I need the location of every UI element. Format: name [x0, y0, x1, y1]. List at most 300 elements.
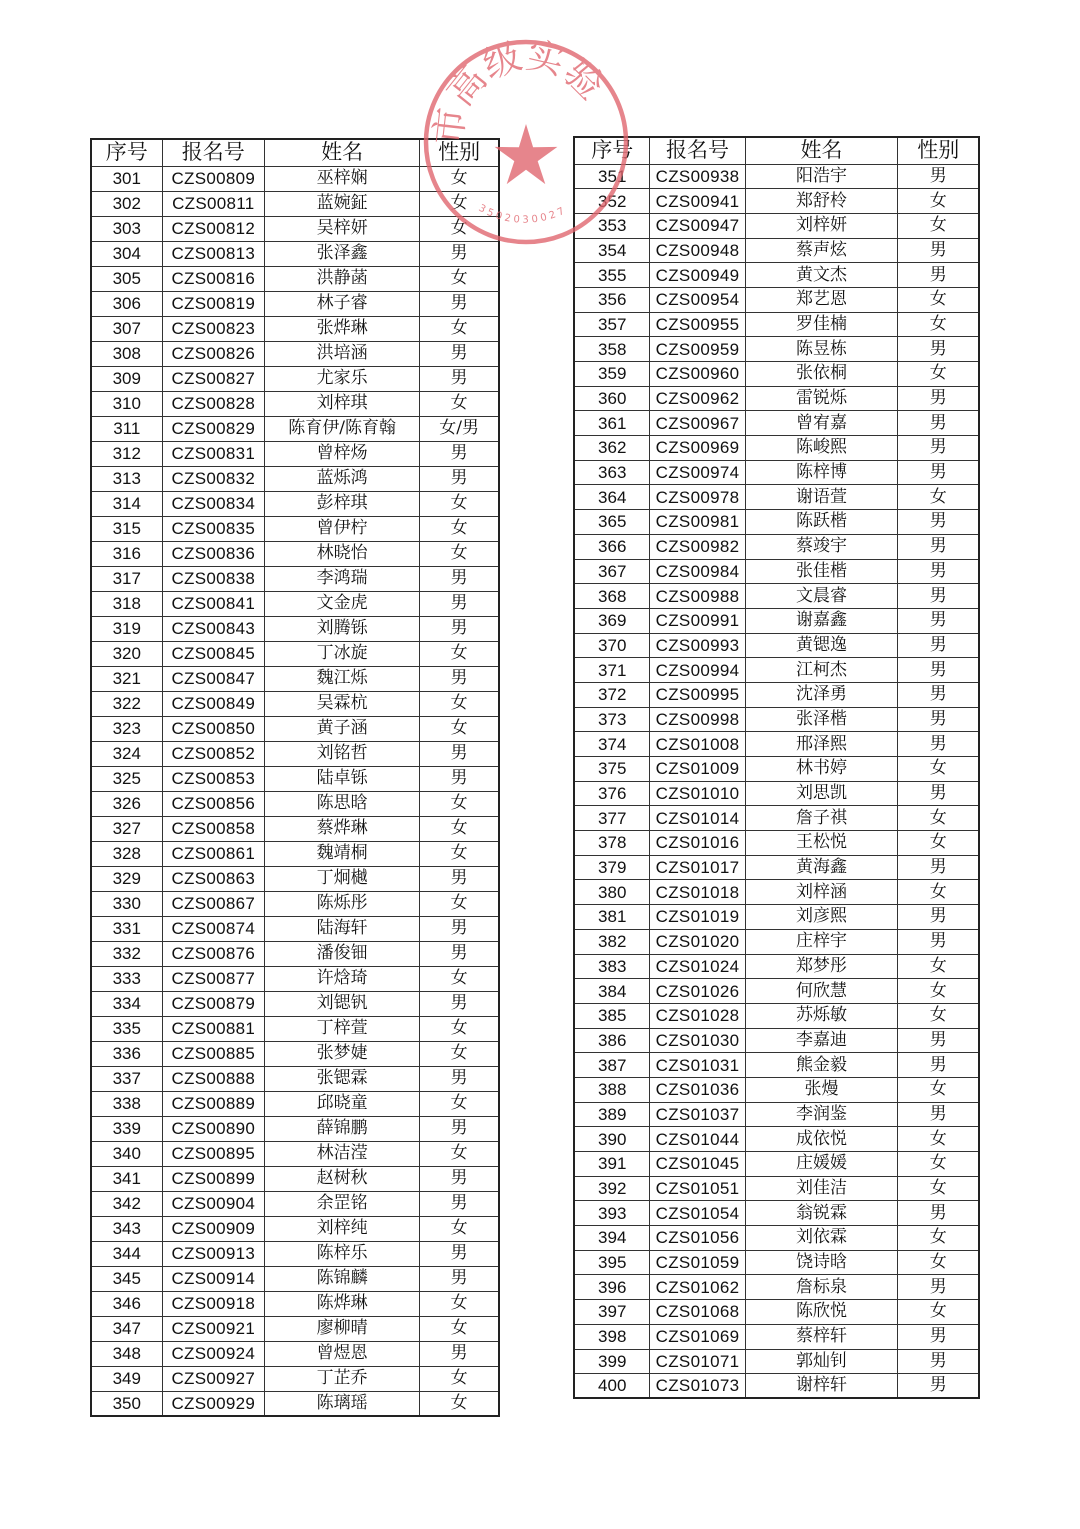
registration-number: CZS00863: [162, 866, 265, 891]
registration-number: CZS00947: [650, 213, 745, 238]
gender: 女: [420, 1141, 499, 1166]
table-row: [574, 411, 979, 436]
gender: 男: [420, 1241, 499, 1266]
registration-number: CZS00988: [650, 584, 745, 609]
student-name: 沈泽勇: [745, 682, 898, 707]
table-row: [91, 716, 499, 741]
row-number: 399: [574, 1349, 650, 1374]
table-row: [91, 341, 499, 366]
row-number: 393: [574, 1201, 650, 1226]
gender: 男: [898, 855, 979, 880]
registration-number: CZS00889: [162, 1091, 265, 1116]
row-number: 322: [91, 691, 162, 716]
row-number: 323: [91, 716, 162, 741]
registration-number: CZS00847: [162, 666, 265, 691]
roster-table-left: [90, 138, 500, 1417]
student-name: 熊金毅: [745, 1053, 898, 1078]
student-name: 吴霖杭: [265, 691, 420, 716]
student-name: 谢语萱: [745, 485, 898, 510]
table-row: [574, 1003, 979, 1028]
registration-number: CZS00948: [650, 238, 745, 263]
gender: 男: [898, 633, 979, 658]
row-number: 369: [574, 608, 650, 633]
student-name: 阳浩宇: [745, 164, 898, 189]
gender: 女: [898, 757, 979, 782]
gender: 女: [420, 1316, 499, 1341]
registration-number: CZS01008: [650, 732, 745, 757]
table-row: [91, 266, 499, 291]
student-name: 詹子祺: [745, 806, 898, 831]
table-row: [574, 287, 979, 312]
student-name: 刘梓涵: [745, 880, 898, 905]
registration-number: CZS01017: [650, 855, 745, 880]
row-number: 390: [574, 1127, 650, 1152]
table-row: [574, 164, 979, 189]
registration-number: CZS00850: [162, 716, 265, 741]
table-row: [574, 386, 979, 411]
gender: 男: [898, 1349, 979, 1374]
registration-number: CZS00909: [162, 1216, 265, 1241]
row-number: 392: [574, 1176, 650, 1201]
table-row: [91, 1116, 499, 1141]
table-row: [91, 1216, 499, 1241]
row-number: 342: [91, 1191, 162, 1216]
gender: 男: [898, 1053, 979, 1078]
table-row: [574, 189, 979, 214]
row-number: 372: [574, 682, 650, 707]
row-number: 358: [574, 337, 650, 362]
table-row: [574, 238, 979, 263]
student-name: 潘俊钿: [265, 941, 420, 966]
gender: 男: [898, 1324, 979, 1349]
table-row: [91, 866, 499, 891]
gender: 男: [420, 366, 499, 391]
table-row: [91, 1141, 499, 1166]
row-number: 375: [574, 757, 650, 782]
table-row: [574, 510, 979, 535]
row-number: 379: [574, 855, 650, 880]
row-number: 362: [574, 436, 650, 461]
student-name: 曾梓炀: [265, 441, 420, 466]
student-name: 林晓怡: [265, 541, 420, 566]
table-row: [91, 1366, 499, 1391]
registration-number: CZS01010: [650, 781, 745, 806]
gender: 女: [898, 1250, 979, 1275]
student-name: 黄文杰: [745, 263, 898, 288]
gender: 女: [420, 166, 499, 191]
student-name: 巫梓娴: [265, 166, 420, 191]
gender: 女: [420, 641, 499, 666]
row-number: 328: [91, 841, 162, 866]
student-name: 丁芷乔: [265, 1366, 420, 1391]
gender: 男: [420, 866, 499, 891]
table-row: [574, 806, 979, 831]
table-row: [91, 466, 499, 491]
table-row: [91, 541, 499, 566]
gender: 男: [420, 1191, 499, 1216]
registration-number: CZS00998: [650, 707, 745, 732]
row-number: 331: [91, 916, 162, 941]
student-name: 丁梓萱: [265, 1016, 420, 1041]
row-number: 387: [574, 1053, 650, 1078]
student-name: 江柯杰: [745, 658, 898, 683]
student-name: 庄媛媛: [745, 1152, 898, 1177]
gender: 男: [898, 534, 979, 559]
student-name: 邢泽熙: [745, 732, 898, 757]
row-number: 377: [574, 806, 650, 831]
registration-number: CZS00938: [650, 164, 745, 189]
registration-number: CZS00858: [162, 816, 265, 841]
registration-number: CZS01028: [650, 1003, 745, 1028]
student-name: 蔡梓轩: [745, 1324, 898, 1349]
table-row: [91, 1291, 499, 1316]
registration-number: CZS01071: [650, 1349, 745, 1374]
gender: 女: [420, 1016, 499, 1041]
gender: 女: [420, 816, 499, 841]
registration-number: CZS00816: [162, 266, 265, 291]
student-name: 郑舒柃: [745, 189, 898, 214]
row-number: 347: [91, 1316, 162, 1341]
student-name: 赵树秋: [265, 1166, 420, 1191]
table-row: [574, 534, 979, 559]
student-name: 尤家乐: [265, 366, 420, 391]
student-name: 陈跃楷: [745, 510, 898, 535]
gender: 女: [898, 287, 979, 312]
registration-number: CZS00981: [650, 510, 745, 535]
gender: 男: [898, 682, 979, 707]
gender: 男: [898, 263, 979, 288]
student-name: 张泽鑫: [265, 241, 420, 266]
gender: 女: [420, 791, 499, 816]
student-name: 曾煜恩: [265, 1341, 420, 1366]
registration-number: CZS01073: [650, 1374, 745, 1399]
student-name: 郭灿钊: [745, 1349, 898, 1374]
row-number: 305: [91, 266, 162, 291]
row-number: 398: [574, 1324, 650, 1349]
row-number: 319: [91, 616, 162, 641]
registration-number: CZS01031: [650, 1053, 745, 1078]
registration-number: CZS00879: [162, 991, 265, 1016]
registration-number: CZS00853: [162, 766, 265, 791]
registration-number: CZS00941: [650, 189, 745, 214]
gender: 男: [420, 566, 499, 591]
registration-number: CZS00828: [162, 391, 265, 416]
gender: 男: [898, 658, 979, 683]
registration-number: CZS01037: [650, 1102, 745, 1127]
roster-body-right: [574, 164, 979, 1398]
registration-number: CZS00967: [650, 411, 745, 436]
table-row: [574, 905, 979, 930]
table-row: [574, 1250, 979, 1275]
row-number: 317: [91, 566, 162, 591]
table-row: [574, 263, 979, 288]
student-name: 郑梦彤: [745, 954, 898, 979]
table-row: [91, 1391, 499, 1416]
gender: 男: [420, 591, 499, 616]
table-row: [91, 1341, 499, 1366]
student-name: 魏靖桐: [265, 841, 420, 866]
row-number: 310: [91, 391, 162, 416]
student-name: 蔡竣宇: [745, 534, 898, 559]
registration-number: CZS01020: [650, 929, 745, 954]
header-gender: 性别: [420, 139, 499, 166]
student-name: 刘佳洁: [745, 1176, 898, 1201]
gender: 男: [898, 460, 979, 485]
gender: 女: [898, 1300, 979, 1325]
row-number: 352: [574, 189, 650, 214]
gender: 男: [898, 1102, 979, 1127]
gender: 男: [898, 1374, 979, 1399]
student-name: 刘梓妍: [745, 213, 898, 238]
table-row: [574, 1102, 979, 1127]
student-name: 曾伊柠: [265, 516, 420, 541]
row-number: 338: [91, 1091, 162, 1116]
gender: 男: [898, 584, 979, 609]
table-row: [91, 916, 499, 941]
student-name: 薛锦鹏: [265, 1116, 420, 1141]
header-gender: 性别: [898, 137, 979, 164]
row-number: 376: [574, 781, 650, 806]
row-number: 312: [91, 441, 162, 466]
gender: 女: [898, 979, 979, 1004]
registration-number: CZS00993: [650, 633, 745, 658]
table-row: [574, 707, 979, 732]
registration-number: CZS00819: [162, 291, 265, 316]
row-number: 370: [574, 633, 650, 658]
student-name: 张烨琳: [265, 316, 420, 341]
gender: 女: [420, 1366, 499, 1391]
row-number: 337: [91, 1066, 162, 1091]
table-row: [91, 191, 499, 216]
gender: 女: [420, 316, 499, 341]
student-name: 洪培涵: [265, 341, 420, 366]
gender: 男: [898, 559, 979, 584]
registration-number: CZS00955: [650, 312, 745, 337]
student-name: 蓝婉鉦: [265, 191, 420, 216]
row-number: 304: [91, 241, 162, 266]
student-name: 魏江烁: [265, 666, 420, 691]
table-row: [574, 658, 979, 683]
table-row: [574, 1053, 979, 1078]
row-number: 355: [574, 263, 650, 288]
gender: 女: [420, 966, 499, 991]
row-number: 344: [91, 1241, 162, 1266]
student-name: 文晨睿: [745, 584, 898, 609]
table-row: [91, 516, 499, 541]
gender: 女: [898, 362, 979, 387]
student-name: 陈烁彤: [265, 891, 420, 916]
student-name: 陈欣悦: [745, 1300, 898, 1325]
row-number: 343: [91, 1216, 162, 1241]
student-name: 雷锐烁: [745, 386, 898, 411]
registration-number: CZS00954: [650, 287, 745, 312]
row-number: 341: [91, 1166, 162, 1191]
registration-number: CZS00960: [650, 362, 745, 387]
table-row: [574, 559, 979, 584]
gender: 女: [420, 391, 499, 416]
row-number: 368: [574, 584, 650, 609]
table-row: [574, 682, 979, 707]
gender: 男: [898, 238, 979, 263]
registration-number: CZS00994: [650, 658, 745, 683]
student-name: 庄梓宇: [745, 929, 898, 954]
registration-number: CZS00904: [162, 1191, 265, 1216]
gender: 女: [420, 1091, 499, 1116]
row-number: 303: [91, 216, 162, 241]
gender: 男: [420, 766, 499, 791]
student-name: 刘梓琪: [265, 391, 420, 416]
student-name: 翁锐霖: [745, 1201, 898, 1226]
row-number: 353: [574, 213, 650, 238]
registration-number: CZS00949: [650, 263, 745, 288]
registration-number: CZS00924: [162, 1341, 265, 1366]
gender: 男: [898, 732, 979, 757]
row-number: 333: [91, 966, 162, 991]
registration-number: CZS00888: [162, 1066, 265, 1091]
student-name: 文金虎: [265, 591, 420, 616]
gender: 女: [420, 266, 499, 291]
row-number: 397: [574, 1300, 650, 1325]
registration-number: CZS00984: [650, 559, 745, 584]
registration-number: CZS00856: [162, 791, 265, 816]
gender: 男: [420, 1341, 499, 1366]
row-number: 327: [91, 816, 162, 841]
gender: 男: [420, 466, 499, 491]
registration-number: CZS01026: [650, 979, 745, 1004]
gender: 男: [898, 707, 979, 732]
gender: 女: [898, 213, 979, 238]
student-name: 刘腾铄: [265, 616, 420, 641]
registration-number: CZS01016: [650, 831, 745, 856]
table-row: [91, 891, 499, 916]
gender: 男: [420, 741, 499, 766]
table-row: [91, 991, 499, 1016]
table-row: [91, 691, 499, 716]
table-row: [574, 1324, 979, 1349]
gender: 女: [420, 716, 499, 741]
row-number: 363: [574, 460, 650, 485]
table-row: [574, 732, 979, 757]
table-row: [91, 791, 499, 816]
gender: 女: [420, 191, 499, 216]
registration-number: CZS00895: [162, 1141, 265, 1166]
student-name: 陈梓乐: [265, 1241, 420, 1266]
row-number: 302: [91, 191, 162, 216]
gender: 女: [420, 841, 499, 866]
gender: 女: [898, 954, 979, 979]
student-name: 刘梓纯: [265, 1216, 420, 1241]
table-row: [574, 362, 979, 387]
gender: 女: [420, 516, 499, 541]
table-row: [91, 316, 499, 341]
table-row: [91, 966, 499, 991]
registration-number: CZS00867: [162, 891, 265, 916]
table-row: [91, 416, 499, 441]
registration-number: CZS00845: [162, 641, 265, 666]
row-number: 315: [91, 516, 162, 541]
student-name: 陈峻熙: [745, 436, 898, 461]
gender: 男: [420, 441, 499, 466]
header-reg: 报名号: [162, 139, 265, 166]
student-name: 丁炯樾: [265, 866, 420, 891]
registration-number: CZS00995: [650, 682, 745, 707]
header-row: [574, 137, 979, 164]
row-number: 329: [91, 866, 162, 891]
table-row: [91, 641, 499, 666]
row-number: 330: [91, 891, 162, 916]
row-number: 361: [574, 411, 650, 436]
student-name: 张依桐: [745, 362, 898, 387]
gender: 男: [898, 510, 979, 535]
gender: 男: [898, 905, 979, 930]
header-no: 序号: [91, 139, 162, 166]
registration-number: CZS00959: [650, 337, 745, 362]
table-row: [574, 213, 979, 238]
student-name: 张泽楷: [745, 707, 898, 732]
registration-number: CZS01018: [650, 880, 745, 905]
row-number: 325: [91, 766, 162, 791]
registration-number: CZS01059: [650, 1250, 745, 1275]
row-number: 307: [91, 316, 162, 341]
table-row: [91, 391, 499, 416]
student-name: 廖柳晴: [265, 1316, 420, 1341]
table-row: [91, 1091, 499, 1116]
row-number: 373: [574, 707, 650, 732]
table-row: [574, 1300, 979, 1325]
seal-star: [495, 124, 558, 184]
registration-number: CZS01044: [650, 1127, 745, 1152]
registration-number: CZS00841: [162, 591, 265, 616]
row-number: 354: [574, 238, 650, 263]
student-name: 刘彦熙: [745, 905, 898, 930]
student-name: 许焓琦: [265, 966, 420, 991]
row-number: 371: [574, 658, 650, 683]
registration-number: CZS00829: [162, 416, 265, 441]
registration-number: CZS01019: [650, 905, 745, 930]
gender: 男: [898, 781, 979, 806]
student-name: 陈梓博: [745, 460, 898, 485]
header-name: 姓名: [745, 137, 898, 164]
gender: 男: [898, 1275, 979, 1300]
table-row: [574, 436, 979, 461]
table-row: [574, 1275, 979, 1300]
gender: 男: [898, 1201, 979, 1226]
table-row: [91, 1041, 499, 1066]
student-name: 洪静菡: [265, 266, 420, 291]
row-number: 381: [574, 905, 650, 930]
table-row: [574, 633, 979, 658]
gender: 女: [898, 880, 979, 905]
table-row: [91, 766, 499, 791]
gender: 男: [420, 991, 499, 1016]
gender: 男: [420, 616, 499, 641]
student-name: 刘铭哲: [265, 741, 420, 766]
row-number: 359: [574, 362, 650, 387]
table-row: [91, 941, 499, 966]
registration-number: CZS01062: [650, 1275, 745, 1300]
gender: 男: [420, 241, 499, 266]
table-row: [574, 757, 979, 782]
registration-number: CZS01036: [650, 1077, 745, 1102]
row-number: 388: [574, 1077, 650, 1102]
registration-number: CZS00914: [162, 1266, 265, 1291]
table-row: [91, 666, 499, 691]
table-row: [91, 1066, 499, 1091]
student-name: 陈璃瑶: [265, 1391, 420, 1416]
student-name: 余罡铭: [265, 1191, 420, 1216]
student-name: 饶诗晗: [745, 1250, 898, 1275]
table-row: [574, 831, 979, 856]
